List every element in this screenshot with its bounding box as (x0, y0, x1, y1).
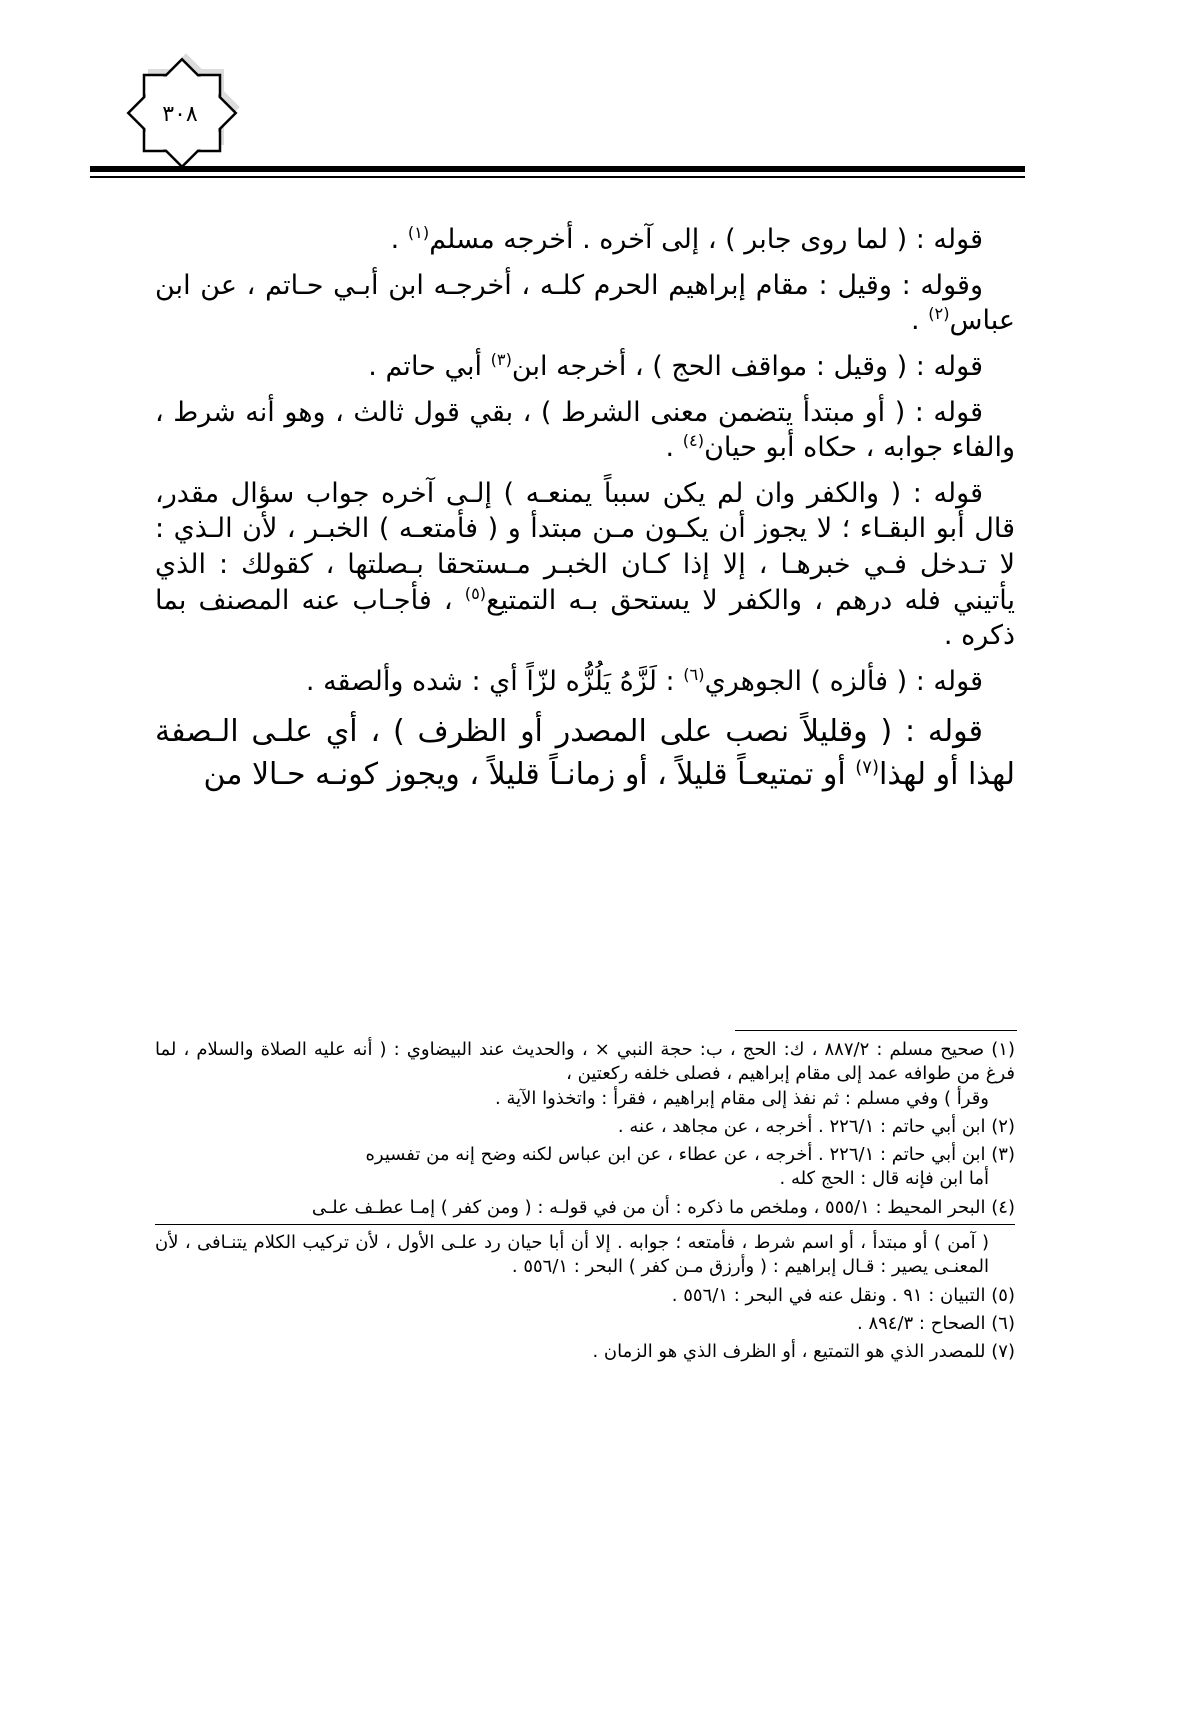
footnote-ref-1[interactable]: (١) (407, 223, 430, 242)
footnote-2: (٢) ابن أبي حاتم : ٢٢٦/١ . أخرجه ، عن مجاهد ، عنه . (617, 1115, 1015, 1137)
paragraph-7: قوله : ( وقليلاً نصب على المصدر أو الظرف ) ، أي علـى الـصفة لهذا أو لهذا$^{(٧)}$ أو تمتيعـاً قليلاً ، أو زمانـاً قليلاً ، ويجوز كونـه حـالا من (155, 713, 1015, 792)
footnote-4: (٤) البحر المحيط : ٥٥٥/١ ، وملخص ما ذكره : أن من في قولـه : ( ومن كفر ) إمـا عطـف علـى ( آمن ) أو مبتدأ ، أو اسم شرط ، فأمتعه ؛ جوابه . إلا أن أبا حيان رد علـى الأول ، لأن تركيب الكلام يتنـافى ، لأن المعنـى يصير : قـال إبراهيم : ( وأرزق مـن كفر ) البحر : ٥٥٦/١ . (155, 1196, 1015, 1278)
footnote-4-divider (155, 1224, 1015, 1225)
footnote-ref-3[interactable]: (٣) (490, 349, 512, 369)
footnote-7: (٧) للمصدر الذي هو التمتيع ، أو الظرف الذي هو الزمان . (592, 1341, 1015, 1363)
footnote-6: (٦) الصحاح : ٨٩٤/٣ . (857, 1312, 1015, 1334)
page-number: ٣٠٨ (162, 102, 198, 127)
footnote-separator (735, 1030, 1017, 1031)
footnote-ref-5[interactable]: (٥) (464, 583, 487, 603)
footnote-1: (١) صحيح مسلم : ٨٨٧/٢ ، ك: الحج ، ب: حجة النبي × ، والحديث عند البيضاوي : ( أنه عليه الصلاة والسلام ، لما فرغ من طوافه عمد إلى مقام إبراهيم ، فصلى خلفه ركعتين ، وقرأ ) وفي مسلم : ثم نفذ إلى مقام إبراهيم ، فقرأ : واتخذوا الآية . (155, 1039, 1015, 1109)
paragraph-2: وقوله : وقيل : مقام إبراهيم الحرم كلـه ، أخرجـه ابن أبـي حـاتم ، عن ابن عباس$^{(٢)}$ . (155, 269, 1015, 337)
footnote-ref-6[interactable]: (٦) (683, 664, 705, 684)
paragraph-6: قوله : ( فألزه ) الجوهري$^{(٦)}$ : لَزَّهُ يَلُزُّه لزّاً أي : شده وألصقه . (305, 664, 983, 697)
footnote-ref-4[interactable]: (٤) (682, 431, 705, 451)
header-rule-thin (90, 176, 1025, 178)
footnote-5: (٥) التبيان : ٩١ . ونقل عنه في البحر : ٥٥٦/١ . (671, 1284, 1015, 1306)
paragraph-3: قوله : ( وقيل : مواقف الحج ) ، أخرجه ابن$^{(٣)}$ أبي حاتم . (368, 349, 983, 382)
paragraph-1: قوله : ( لما روى جابر ) ، إلى آخره . أخرجه مسلم$^{(١)}$ . (390, 223, 983, 255)
header-rule-thick (90, 166, 1025, 172)
footnote-ref-2[interactable]: (٢) (928, 304, 950, 324)
main-text (155, 222, 1015, 807)
paragraph-5: قوله : ( والكفر وان لم يكن سبباً يمنعـه ) إلـى آخره جواب سؤال مقدر، قال أبو البقـاء ؛ لا يجوز أن يكـون مـن مبتدأ و ( فأمتعـه ) الخبـر ، لأن الـذي : لا تـدخل فـي خبرهـا ، إلا إذا كـان الخبـر مـستحقا بـصلتها ، كقولك : الذي يأتيني فله درهم ، والكفر لا يستحق بـه التمتيع$^{(٥)}$ ، فأجـاب عنه المصنف بما ذكره . (155, 477, 1015, 652)
footnote-3: (٣) ابن أبي حاتم : ٢٢٦/١ . أخرجه ، عن عطاء ، عن ابن عباس لكنه وضح إنه من تفسيره أما ابن فإنه قال : الحج كله . (365, 1144, 1015, 1190)
page-number-badge (118, 45, 250, 177)
page-header (0, 0, 1204, 200)
paragraph-4: قوله : ( أو مبتدأ يتضمن معنى الشرط ) ، بقي قول ثالث ، وهو أنه شرط ، والفاء جوابه ، حكاه أبو حيان$^{(٤)}$ . (155, 396, 1015, 464)
footnote-ref-7[interactable]: (٧) (855, 757, 879, 778)
footnotes (155, 1038, 1015, 1369)
